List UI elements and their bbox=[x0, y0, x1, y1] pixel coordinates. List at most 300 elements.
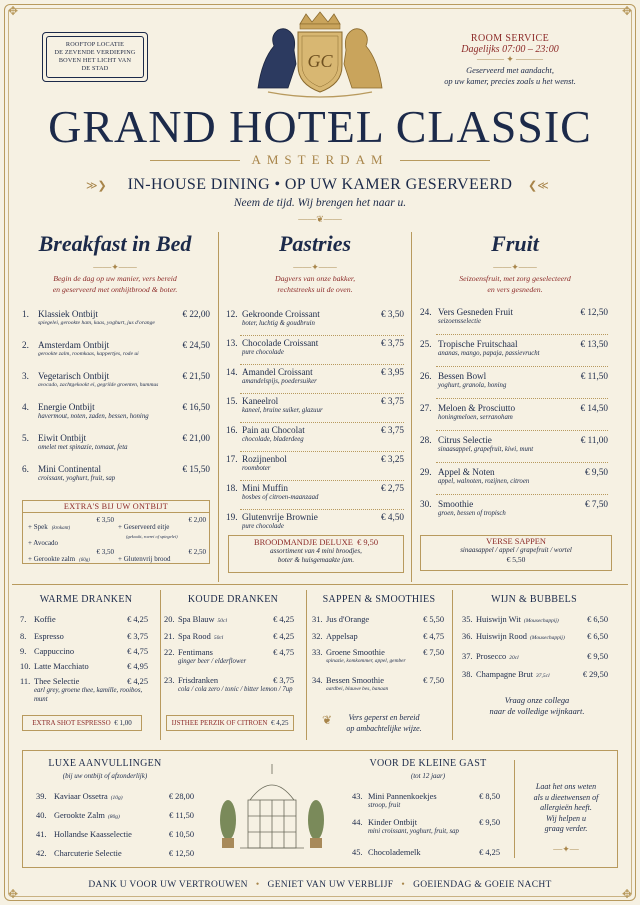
item-number: 12. bbox=[226, 309, 238, 319]
extra-item: + Glutenvrij brood € 2,50 bbox=[118, 548, 206, 563]
badge-line: DE STAD bbox=[81, 65, 109, 72]
item-price: € 3,75 bbox=[381, 396, 404, 406]
item-name: Eiwit Ontbijt bbox=[38, 433, 87, 443]
menu-item bbox=[226, 396, 404, 415]
divider bbox=[240, 335, 404, 336]
item-number: 41. bbox=[36, 830, 47, 839]
item-name: Amandel Croissant bbox=[242, 367, 313, 377]
item-description: cola / cola zero / tonic / bitter lemon / 7up bbox=[178, 686, 293, 693]
item-number: 45. bbox=[352, 848, 363, 857]
item-number: 9. bbox=[20, 647, 27, 656]
item-number: 25. bbox=[420, 339, 432, 349]
allergy-note: Wij helpen u bbox=[546, 813, 586, 823]
divider bbox=[436, 430, 608, 431]
fresh-juice-title: VERSE SAPPEN bbox=[486, 537, 546, 546]
item-price: € 4,75 bbox=[423, 632, 444, 641]
divider bbox=[400, 160, 490, 161]
menu-item bbox=[226, 338, 404, 357]
item-number: 31. bbox=[312, 615, 323, 624]
column-divider bbox=[160, 590, 161, 740]
item-number: 44. bbox=[352, 818, 363, 827]
menu-item bbox=[420, 499, 608, 518]
item-number: 43. bbox=[352, 792, 363, 801]
fruit-title: Fruit bbox=[491, 231, 539, 256]
item-number: 20. bbox=[164, 615, 175, 624]
item-price: € 3,75 bbox=[381, 338, 404, 348]
item-name: Cappuccino bbox=[34, 647, 75, 656]
item-price: € 7,50 bbox=[423, 648, 444, 657]
divider-ornament-icon: ——❦—— bbox=[298, 214, 342, 224]
bread-basket-desc: assortiment van 4 mini broodjes, bbox=[270, 547, 362, 555]
menu-item bbox=[36, 792, 194, 801]
room-service-block bbox=[420, 33, 600, 87]
item-price: € 9,50 bbox=[479, 818, 500, 827]
item-number: 5. bbox=[22, 433, 29, 443]
item-number: 16. bbox=[226, 425, 238, 435]
warm-drinks-title: WARME DRANKEN bbox=[39, 594, 133, 605]
divider bbox=[240, 509, 404, 510]
crest-monogram: GC bbox=[307, 51, 333, 71]
arrow-ornament-icon: ❮≪ bbox=[528, 179, 549, 192]
footer-text: GENIET VAN UW VERBLIJF bbox=[267, 880, 394, 890]
corner-ornament-icon: ✥ bbox=[8, 4, 19, 18]
column-divider bbox=[514, 760, 515, 858]
item-price: € 14,50 bbox=[580, 403, 608, 413]
item-price: € 2,75 bbox=[381, 483, 404, 493]
item-price: € 21,00 bbox=[182, 433, 210, 443]
item-description: stroop, fruit bbox=[368, 802, 401, 809]
item-name: Glutenvrije Brownie bbox=[242, 512, 318, 522]
item-name: Jus d'Orange bbox=[326, 615, 370, 624]
cold-drinks-title: KOUDE DRANKEN bbox=[187, 594, 279, 605]
item-description: roomboter bbox=[242, 465, 271, 472]
fruit-intro: en vers gesneden. bbox=[487, 284, 543, 294]
item-price: € 3,75 bbox=[381, 425, 404, 435]
breakfast-intro: en geserveerd met onthijtbrood & boter. bbox=[52, 284, 178, 294]
item-description: havermout, noten, zaden, bessen, honing bbox=[38, 413, 149, 420]
item-name: Mini Pannenkoekjes bbox=[368, 792, 437, 801]
item-number: 7. bbox=[20, 615, 27, 624]
item-name: Espresso bbox=[34, 632, 64, 641]
item-name: Chocolade Croissant bbox=[242, 338, 319, 348]
item-name: Pain au Chocolat bbox=[242, 425, 305, 435]
item-name: Mini Continental bbox=[38, 464, 102, 474]
item-price: € 4,75 bbox=[273, 648, 294, 657]
fresh-juice-desc: sinaasappel / appel / grapefruit / wortel bbox=[460, 546, 572, 554]
item-number: 33. bbox=[312, 648, 323, 657]
breakfast-intro: Begin de dag op uw manier, vers bereid bbox=[53, 274, 177, 283]
item-number: 2. bbox=[22, 340, 29, 350]
item-number: 24. bbox=[420, 307, 432, 317]
menu-item bbox=[312, 632, 444, 641]
item-price: € 3,75 bbox=[273, 676, 294, 685]
menu-item bbox=[226, 425, 404, 444]
divider bbox=[436, 398, 608, 399]
breakfast-title: Breakfast in Bed bbox=[38, 231, 192, 256]
item-name: Champagne Brut bbox=[476, 670, 533, 679]
item-number: 4. bbox=[22, 402, 29, 412]
bread-basket-desc: boter & huisgemaakte jam. bbox=[277, 556, 355, 564]
extra-shot-price: € 1,00 bbox=[114, 719, 132, 727]
menu-item bbox=[22, 433, 210, 452]
iced-tea-price: € 4,25 bbox=[270, 719, 289, 727]
menu-item bbox=[420, 339, 608, 358]
item-price: € 12,50 bbox=[168, 849, 194, 858]
item-price: € 4,25 bbox=[127, 677, 148, 686]
item-number: 15. bbox=[226, 396, 238, 406]
divider-ornament-icon: ——✦—— bbox=[93, 262, 137, 272]
item-note: 50cl bbox=[213, 635, 224, 641]
corner-ornament-icon: ✥ bbox=[621, 4, 632, 18]
corner-ornament-icon: ✥ bbox=[8, 887, 19, 901]
menu-item bbox=[226, 367, 404, 386]
item-name: Koffie bbox=[34, 615, 56, 624]
kids-subtitle: (tot 12 jaar) bbox=[410, 772, 446, 780]
menu-item bbox=[420, 403, 608, 422]
menu-item bbox=[22, 371, 210, 390]
item-price: € 15,50 bbox=[182, 464, 210, 474]
arrow-ornament-icon: ≫❯ bbox=[86, 179, 107, 192]
menu-item bbox=[164, 676, 294, 694]
item-name: Vers Gesneden Fruit bbox=[438, 307, 514, 317]
menu-item bbox=[164, 648, 294, 666]
item-number: 13. bbox=[226, 338, 238, 348]
item-name: Bessen Bowl bbox=[438, 371, 487, 381]
item-name: Gekroonde Croissant bbox=[242, 309, 320, 319]
item-description: croissant, yoghurt, fruit, sap bbox=[38, 475, 116, 482]
item-price: € 5,50 bbox=[423, 615, 444, 624]
item-description: omelet met spinazie, tomaat, feta bbox=[38, 444, 128, 451]
item-note: 50cl bbox=[217, 618, 228, 624]
menu-item bbox=[226, 512, 404, 531]
menu-item bbox=[22, 309, 210, 328]
item-name: Citrus Selectie bbox=[438, 435, 492, 445]
wine-note: Vraag onze collega bbox=[504, 696, 570, 705]
item-price: € 24,50 bbox=[182, 340, 210, 350]
menu-item bbox=[36, 811, 194, 820]
item-number: 11. bbox=[20, 677, 31, 686]
menu-item bbox=[22, 340, 210, 359]
extra-item: + Avocado bbox=[28, 539, 59, 547]
menu-item bbox=[22, 402, 210, 421]
menu-item bbox=[420, 307, 608, 326]
item-price: € 4,25 bbox=[273, 615, 294, 624]
item-price: € 13,50 bbox=[580, 339, 608, 349]
item-number: 42. bbox=[36, 849, 47, 858]
bread-basket-title: BROODMANDJE DELUXE bbox=[254, 538, 353, 547]
item-description: honingmeloen, serranoham bbox=[438, 414, 513, 421]
item-price: € 3,50 bbox=[381, 309, 404, 319]
menu-item bbox=[462, 615, 608, 624]
item-description: boter, luchtig & goudbruin bbox=[242, 320, 315, 327]
item-number: 40. bbox=[36, 811, 47, 820]
item-number: 34. bbox=[312, 676, 323, 685]
extras-title: EXTRA'S BIJ UW ONTBIJT bbox=[63, 502, 169, 511]
menu-item bbox=[312, 676, 444, 694]
menu-item bbox=[164, 615, 294, 624]
item-name: Groene Smoothie bbox=[326, 648, 385, 657]
item-price: € 4,25 bbox=[127, 615, 148, 624]
item-price: € 4,25 bbox=[273, 632, 294, 641]
divider bbox=[240, 480, 404, 481]
item-number: 37. bbox=[462, 652, 473, 661]
crest-logo-icon bbox=[248, 10, 392, 98]
divider bbox=[240, 451, 404, 452]
item-price: € 12,50 bbox=[580, 307, 608, 317]
wine-title: WIJN & BUBBELS bbox=[491, 594, 577, 605]
divider bbox=[240, 364, 404, 365]
luxe-subtitle: (bij uw ontbijt of afzonderlijk) bbox=[62, 772, 148, 780]
menu-item bbox=[312, 648, 444, 666]
allergy-note: allergieën heeft. bbox=[540, 803, 592, 812]
divider bbox=[436, 494, 608, 495]
item-price: € 9,50 bbox=[585, 467, 608, 477]
divider-ornament-icon: ——— ✦ ——— bbox=[476, 54, 544, 64]
item-note: 37,5cl bbox=[536, 673, 550, 679]
hotel-city: AMSTERDAM bbox=[251, 152, 389, 167]
item-price: € 6,50 bbox=[587, 615, 608, 624]
divider bbox=[436, 462, 608, 463]
menu-item bbox=[226, 454, 404, 473]
footer-text: DANK U VOOR UW VERTROUWEN bbox=[88, 880, 248, 890]
divider bbox=[240, 422, 404, 423]
pastries-title: Pastries bbox=[278, 231, 352, 256]
allergy-note: als u dieetwensen of bbox=[533, 792, 599, 802]
item-price: € 7,50 bbox=[585, 499, 608, 509]
item-name: Mini Muffin bbox=[242, 483, 289, 493]
item-description: earl grey, groene thee, kamille, rooibos, munt bbox=[34, 687, 143, 703]
item-name: Huiswijn Wit bbox=[476, 615, 521, 624]
item-price: € 21,50 bbox=[182, 371, 210, 381]
item-price: € 16,50 bbox=[182, 402, 210, 412]
item-description: groen, bessen of tropisch bbox=[438, 510, 506, 517]
column-divider bbox=[218, 232, 219, 582]
item-price: € 29,50 bbox=[582, 670, 608, 679]
item-name: Kaneelrol bbox=[242, 396, 279, 406]
item-description: sinaasappel, grapefruit, kiwi, munt bbox=[438, 446, 534, 453]
item-price: € 11,50 bbox=[580, 371, 608, 381]
item-name: Amsterdam Ontbijt bbox=[38, 340, 110, 350]
item-name: Fentimans bbox=[178, 648, 213, 657]
item-description: pure chocolade bbox=[242, 349, 284, 356]
item-name: Thee Selectie bbox=[34, 677, 80, 686]
fruit-intro: Seizoensfruit, met zorg geselecteerd bbox=[459, 274, 571, 283]
item-description: spinazie, komkommer, appel, gember bbox=[326, 658, 406, 664]
item-price: € 11,50 bbox=[169, 811, 194, 820]
footer-text: GOEIENDAG & GOEIE NACHT bbox=[413, 880, 552, 890]
item-name: Klassiek Ontbijt bbox=[38, 309, 98, 319]
item-number: 27. bbox=[420, 403, 432, 413]
menu-item bbox=[352, 792, 500, 810]
item-name: Appel & Noten bbox=[438, 467, 495, 477]
item-name: Tropische Fruitschaal bbox=[438, 339, 518, 349]
item-description: avocado, zachtgekookt ei, gegrilde groenten, hummus bbox=[38, 382, 159, 388]
item-name: Kaviaar Ossetra bbox=[54, 792, 108, 801]
wine-note: naar de volledige wijnkaart. bbox=[489, 707, 585, 716]
pastries-intro: rechtstreeks uit de oven. bbox=[277, 284, 353, 294]
extra-shot-label: EXTRA SHOT ESPRESSO bbox=[32, 719, 111, 727]
item-description: amandelspijs, poedersuiker bbox=[242, 378, 317, 385]
juices-note: op ambachtelijke wijze. bbox=[346, 723, 422, 733]
item-name: Meloen & Prosciutto bbox=[438, 403, 516, 413]
column-divider bbox=[411, 232, 412, 582]
bread-basket-box bbox=[228, 535, 404, 573]
menu-item bbox=[462, 670, 608, 679]
item-name: Huiswijn Rood bbox=[476, 632, 527, 641]
column-divider bbox=[306, 590, 307, 740]
item-description: gerookte zalm, roomkaas, kappertjes, rode ui bbox=[38, 351, 139, 357]
menu-item bbox=[22, 464, 210, 483]
item-name: Rozijnenbol bbox=[242, 454, 287, 464]
item-number: 17. bbox=[226, 454, 238, 464]
item-name: Spa Blauw bbox=[178, 615, 215, 624]
item-note: (80g) bbox=[107, 814, 120, 820]
item-number: 28. bbox=[420, 435, 432, 445]
item-price: € 3,25 bbox=[381, 454, 404, 464]
luxe-title: LUXE AANVULLINGEN bbox=[48, 758, 162, 769]
item-price: € 10,50 bbox=[168, 830, 194, 839]
item-price: € 28,00 bbox=[168, 792, 194, 801]
item-description: aardbei, blauwe bes, banaan bbox=[326, 686, 389, 692]
item-description: yoghurt, granola, honing bbox=[438, 382, 507, 389]
item-price: € 3,95 bbox=[381, 367, 404, 377]
item-number: 10. bbox=[20, 662, 31, 671]
menu-item bbox=[36, 830, 194, 839]
item-description: mini croissant, yoghurt, fruit, sap bbox=[368, 828, 459, 835]
item-name: Chocolademelk bbox=[368, 848, 421, 857]
item-number: 32. bbox=[312, 632, 323, 641]
item-number: 8. bbox=[20, 632, 27, 641]
menu-item bbox=[20, 632, 148, 641]
divider-ornament-icon: ——✦—— bbox=[293, 262, 337, 272]
item-price: € 7,50 bbox=[423, 676, 444, 685]
item-name: Prosecco bbox=[476, 652, 507, 661]
item-description: ginger beer / elderflower bbox=[178, 658, 247, 665]
menu-item bbox=[20, 615, 148, 624]
item-number: 36. bbox=[462, 632, 473, 641]
menu-item bbox=[226, 483, 404, 502]
item-number: 30. bbox=[420, 499, 432, 509]
item-description: pure chocolade bbox=[242, 523, 284, 530]
juices-title: SAPPEN & SMOOTHIES bbox=[322, 594, 436, 605]
divider bbox=[12, 584, 628, 585]
extra-item: + Gerookte zalm (60g) € 3,50 bbox=[28, 548, 114, 563]
badge-line: BOVEN HET LICHT VAN bbox=[58, 57, 132, 64]
corner-ornament-icon: ✥ bbox=[621, 887, 632, 901]
item-number: 19. bbox=[226, 512, 238, 522]
item-number: 3. bbox=[22, 371, 29, 381]
item-description: spiegelei, gerookte ham, kaas, yoghurt, jus d'orange bbox=[38, 320, 155, 326]
menu-item bbox=[462, 632, 608, 641]
item-description: chocolade, bladerdeeg bbox=[242, 436, 304, 443]
item-number: 1. bbox=[22, 309, 29, 319]
menu-item bbox=[20, 647, 148, 656]
item-number: 39. bbox=[36, 792, 47, 801]
item-note: 20cl bbox=[509, 655, 519, 661]
room-service-hours: Dagelijks 07:00 – 23:00 bbox=[461, 44, 559, 55]
badge-line: DE ZEVENDE VERDIEPING bbox=[54, 49, 136, 56]
item-note: (10g) bbox=[110, 795, 123, 801]
extra-item: + Geserveerd eitje € 2,00 (gekookt, roerei of spiegelei) bbox=[118, 516, 206, 539]
item-price: € 4,75 bbox=[127, 647, 148, 656]
room-service-note: op uw kamer, precies zoals u het wenst. bbox=[444, 77, 576, 86]
bread-basket-price: € 9,50 bbox=[357, 538, 378, 547]
menu-item bbox=[312, 615, 444, 624]
room-service-title: ROOM SERVICE bbox=[470, 33, 550, 44]
divider bbox=[436, 366, 608, 367]
menu-item bbox=[36, 849, 194, 858]
item-price: € 8,50 bbox=[479, 792, 500, 801]
headline: IN-HOUSE DINING • OP UW KAMER GESERVEERD bbox=[127, 176, 513, 193]
menu-item bbox=[352, 818, 500, 836]
item-number: 22. bbox=[164, 648, 175, 657]
allergy-note: graag verder. bbox=[544, 824, 588, 833]
item-price: € 9,50 bbox=[587, 652, 608, 661]
divider-ornament-icon: ——✦—— bbox=[493, 262, 537, 272]
iced-tea-label: IJSTHEE PERZIK OF CITROEN bbox=[171, 719, 268, 727]
divider bbox=[22, 512, 210, 513]
item-description: bosbes of citroen-maanzaad bbox=[242, 494, 319, 501]
column-divider bbox=[452, 590, 453, 740]
item-description: kaneel, bruine suiker, glazuur bbox=[242, 407, 323, 414]
item-name: Charcuterie Selectie bbox=[54, 849, 122, 858]
menu-item bbox=[462, 652, 608, 661]
menu-item bbox=[20, 662, 148, 671]
menu-item bbox=[226, 309, 404, 328]
menu-item bbox=[20, 677, 148, 704]
item-number: 26. bbox=[420, 371, 432, 381]
item-name: Latte Macchiato bbox=[34, 662, 89, 671]
item-description: appel, walnoten, rozijnen, citroen bbox=[438, 478, 530, 485]
badge-line: ROOFTOP LOCATIE bbox=[65, 41, 125, 48]
item-price: € 4,25 bbox=[479, 848, 500, 857]
item-name: Appelsap bbox=[326, 632, 358, 641]
item-price: € 11,00 bbox=[580, 435, 608, 445]
item-number: 14. bbox=[226, 367, 238, 377]
item-name: Spa Rood bbox=[178, 632, 211, 641]
menu-item bbox=[420, 371, 608, 390]
item-number: 6. bbox=[22, 464, 29, 474]
item-name: Gerookte Zalm bbox=[54, 811, 105, 820]
item-number: 21. bbox=[164, 632, 175, 641]
allergy-note: Laat het ons weten bbox=[535, 782, 597, 791]
menu-item bbox=[420, 435, 608, 454]
item-price: € 3,75 bbox=[127, 632, 148, 641]
item-name: Bessen Smoothie bbox=[326, 676, 384, 685]
extra-item: + Spek (krokant) € 3,50 bbox=[28, 516, 114, 531]
item-note: (Mousechappij) bbox=[529, 635, 565, 641]
divider bbox=[436, 334, 608, 335]
item-description: seizoensselectie bbox=[438, 318, 482, 325]
menu-item bbox=[164, 632, 294, 641]
item-price: € 22,00 bbox=[182, 309, 210, 319]
divider bbox=[240, 393, 404, 394]
item-name: Smoothie bbox=[438, 499, 474, 509]
gazebo-illustration-icon bbox=[210, 760, 334, 860]
footer: DANK U VOOR UW VERTROUWEN • GENIET VAN UW VERBLIJF • GOEIENDAG & GOEIE NACHT bbox=[88, 880, 552, 890]
item-description: ananas, mango, papaja, passievrucht bbox=[438, 350, 540, 357]
item-number: 23. bbox=[164, 676, 175, 685]
item-number: 35. bbox=[462, 615, 473, 624]
hotel-name: GRAND HOTEL CLASSIC bbox=[48, 101, 592, 152]
menu-item bbox=[420, 467, 608, 486]
item-name: Energie Ontbijt bbox=[38, 402, 95, 412]
item-note: (Mousechappij) bbox=[523, 618, 559, 624]
item-name: Kinder Ontbijt bbox=[368, 818, 418, 827]
iced-tea-box bbox=[166, 715, 294, 731]
divider-ornament-icon: —✦— bbox=[553, 844, 579, 854]
juices-note: Vers geperst en bereid bbox=[348, 713, 420, 722]
